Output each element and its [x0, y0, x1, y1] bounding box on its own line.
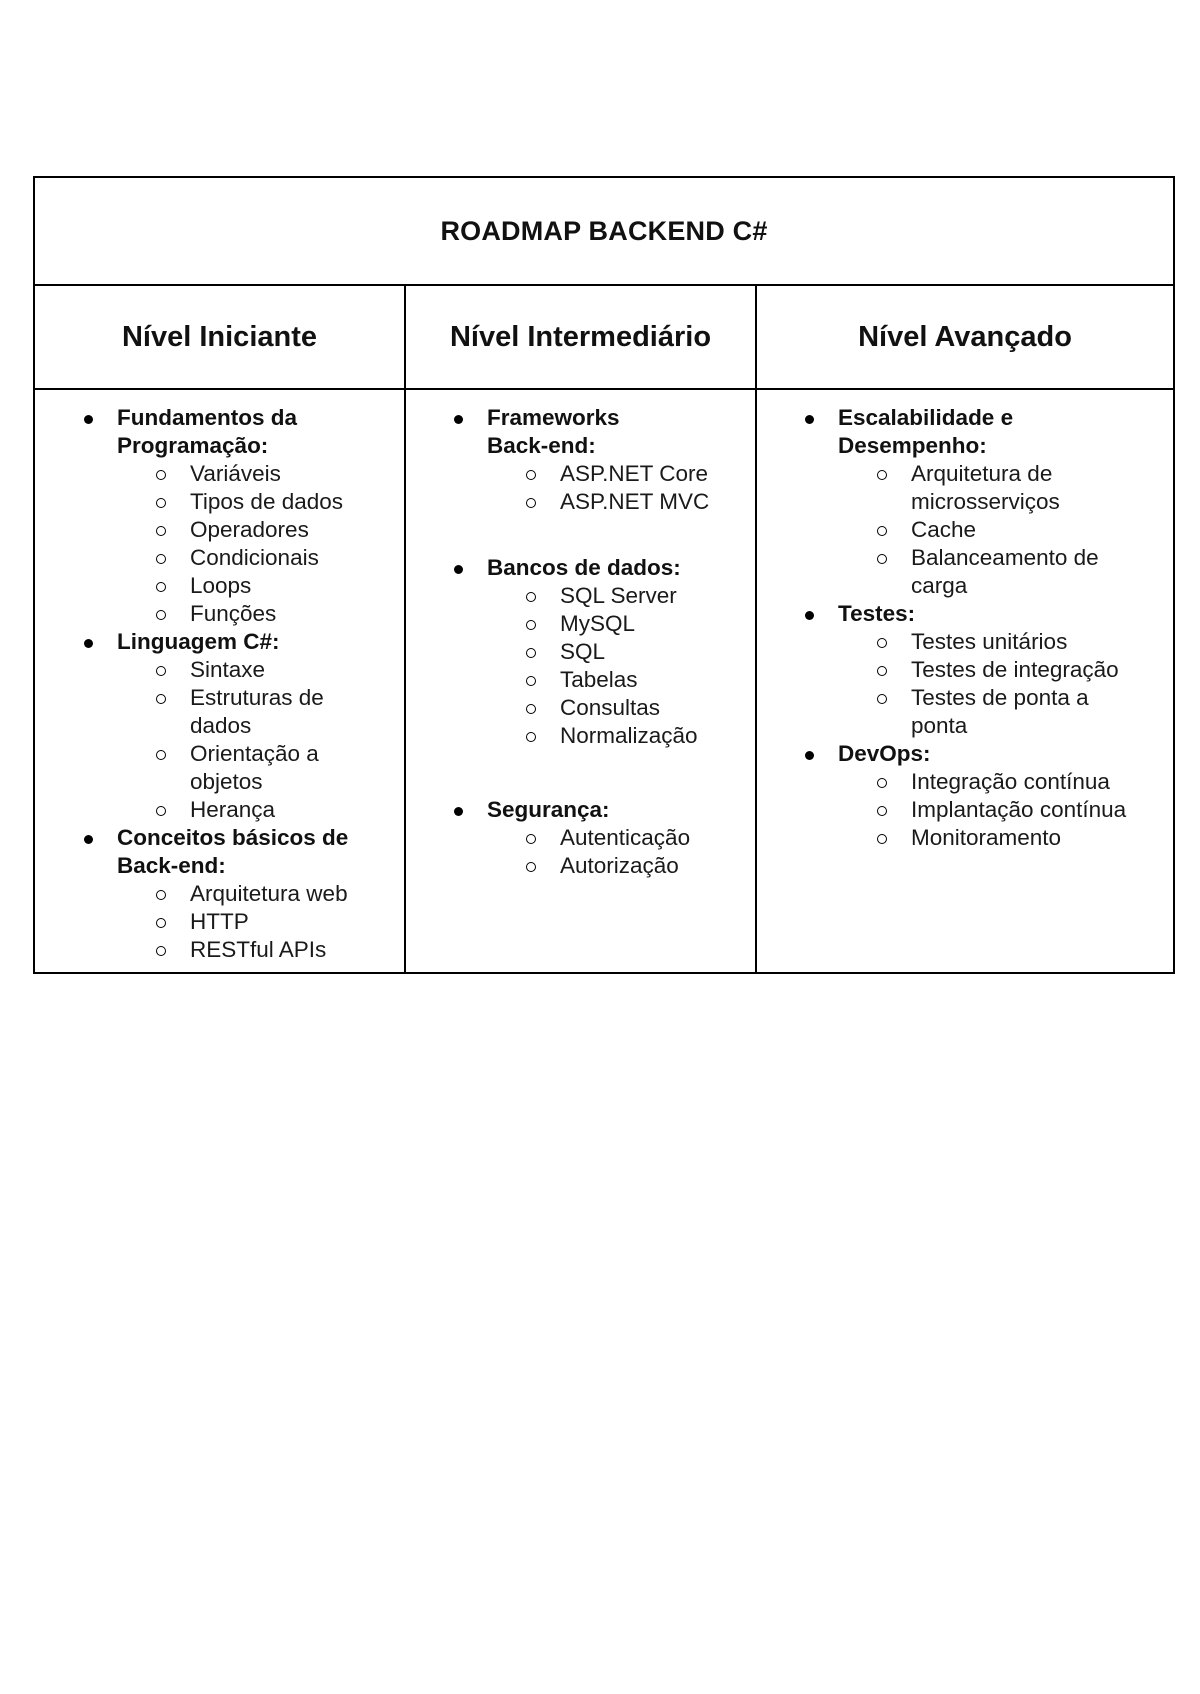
subtopic-list: [487, 582, 755, 750]
advanced-column: [756, 389, 1174, 973]
beginner-column: [34, 389, 405, 973]
level-heading-intermediate: Nível Intermediário: [405, 285, 756, 389]
topic-group-title: Segurança:: [487, 797, 610, 822]
subtopic-item: ASP.NET Core: [526, 460, 755, 488]
topic-group-title: DevOps:: [838, 741, 931, 766]
topic-group-title: Linguagem C#:: [117, 629, 280, 654]
topic-group-title: Frameworks Back-end:: [487, 405, 620, 458]
subtopic-item: RESTful APIs: [156, 936, 386, 964]
subtopic-item: Condicionais: [156, 544, 386, 572]
topic-group-title: Fundamentos da Programação:: [117, 405, 298, 458]
intermediate-topic-list: [406, 554, 755, 750]
topic-group: [83, 628, 386, 824]
topic-group: [453, 404, 710, 516]
topic-group-title: Escalabilidade e Desempenho:: [838, 405, 1014, 458]
subtopic-item: Sintaxe: [156, 656, 346, 684]
topic-group-title: Conceitos básicos de Back-end:: [117, 825, 349, 878]
subtopic-list: [487, 460, 755, 516]
topic-group: [804, 600, 1153, 740]
subtopic-item: Orientação a objetos: [156, 740, 346, 796]
subtopic-item: Testes unitários: [877, 628, 1133, 656]
level-heading-row: [34, 285, 1174, 389]
topic-group-title: Bancos de dados:: [487, 555, 681, 580]
subtopic-item: Funções: [156, 600, 386, 628]
intermediate-column: [405, 389, 756, 973]
subtopic-list: [487, 824, 755, 880]
subtopic-list: [838, 768, 1153, 852]
subtopic-item: Herança: [156, 796, 346, 824]
topic-group: [83, 404, 386, 628]
subtopic-item: Testes de integração: [877, 656, 1133, 684]
title-row: [34, 177, 1174, 285]
advanced-topic-list: [757, 404, 1173, 852]
topic-group: [453, 554, 755, 750]
subtopic-item: SQL Server: [526, 582, 755, 610]
subtopic-item: Tipos de dados: [156, 488, 386, 516]
subtopic-list: [838, 460, 1153, 600]
intermediate-topic-list: [406, 796, 755, 880]
beginner-topic-list: [35, 404, 404, 964]
subtopic-item: Integração contínua: [877, 768, 1153, 796]
subtopic-item: Estruturas de dados: [156, 684, 346, 740]
topic-group: [453, 796, 755, 880]
topic-group-title: Testes:: [838, 601, 916, 626]
subtopic-item: Arquitetura web: [156, 880, 386, 908]
subtopic-list: [838, 628, 1153, 740]
subtopic-item: HTTP: [156, 908, 386, 936]
subtopic-item: Testes de ponta a ponta: [877, 684, 1133, 740]
subtopic-item: Monitoramento: [877, 824, 1153, 852]
subtopic-item: Variáveis: [156, 460, 386, 488]
subtopic-item: ASP.NET MVC: [526, 488, 755, 516]
subtopic-item: Loops: [156, 572, 386, 600]
subtopic-item: Operadores: [156, 516, 386, 544]
topic-group: [804, 740, 1153, 852]
subtopic-item: MySQL: [526, 610, 755, 638]
content-row: [34, 389, 1174, 973]
subtopic-item: Autenticação: [526, 824, 755, 852]
subtopic-item: Cache: [877, 516, 1113, 544]
subtopic-item: Balanceamento de carga: [877, 544, 1113, 600]
roadmap-table: [33, 176, 1175, 974]
subtopic-list: [117, 880, 386, 964]
level-heading-beginner: Nível Iniciante: [34, 285, 405, 389]
subtopic-item: SQL: [526, 638, 755, 666]
roadmap-title: ROADMAP BACKEND C#: [34, 177, 1174, 285]
level-heading-advanced: Nível Avançado: [756, 285, 1174, 389]
topic-group: [804, 404, 1153, 600]
subtopic-list: [117, 460, 386, 628]
topic-group: [83, 824, 386, 964]
subtopic-item: Normalização: [526, 722, 755, 750]
subtopic-item: Tabelas: [526, 666, 755, 694]
subtopic-item: Consultas: [526, 694, 755, 722]
subtopic-item: Implantação contínua: [877, 796, 1153, 824]
subtopic-list: [117, 656, 386, 824]
subtopic-item: Autorização: [526, 852, 755, 880]
intermediate-topic-list: [406, 404, 755, 516]
subtopic-item: Arquitetura de microsserviços: [877, 460, 1113, 516]
